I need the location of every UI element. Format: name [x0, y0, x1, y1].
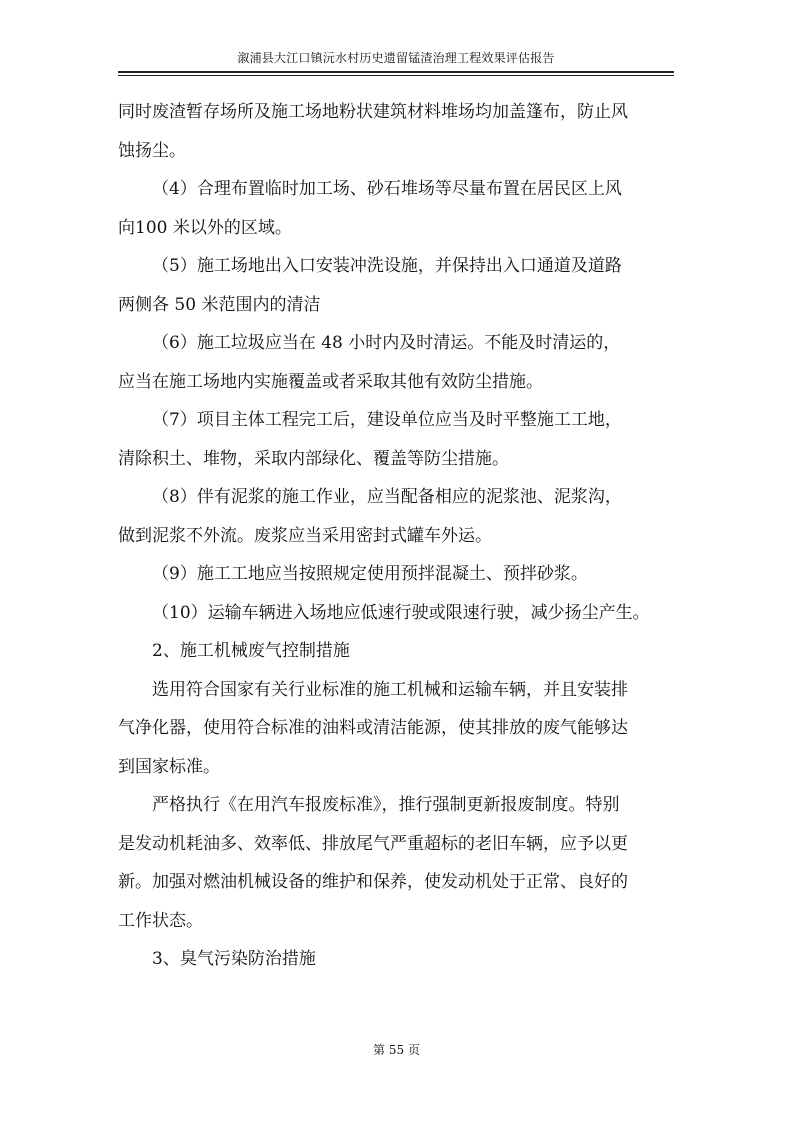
text-line: （7）项目主体工程完工后，建设单位应当及时平整施工工地， — [152, 410, 622, 430]
text-line: （5）施工场地出入口安装冲洗设施，并保持出入口通道及道路 — [152, 256, 622, 276]
text-line: 应当在施工场地内实施覆盖或者采取其他有效防尘措施。 — [118, 371, 543, 392]
text-line: 到国家标准。 — [118, 756, 220, 777]
text-line: 新。加强对燃油机械设备的维护和保养，使发动机处于正常、良好的 — [118, 872, 628, 892]
text-line: （4）合理布置临时加工场、砂石堆场等尽量布置在居民区上风 — [152, 179, 622, 199]
text-line: 同时废渣暂存场所及施工场地粉状建筑材料堆场均加盖篷布，防止风 — [118, 102, 628, 122]
text-line: 是发动机耗油多、效率低、排放尾气严重超标的老旧车辆，应予以更 — [118, 833, 628, 854]
text-line: （10）运输车辆进入场地应低速行驶或限速行驶，减少扬尘产生。 — [152, 602, 650, 623]
section-heading: 2、施工机械废气控制措施 — [152, 641, 350, 661]
text-line: 做到泥浆不外流。废浆应当采用密封式罐车外运。 — [118, 525, 492, 546]
page-number: 第 55 页 — [373, 1043, 420, 1057]
text-line: （6）施工垃圾应当在 48 小时内及时清运。不能及时清运的， — [152, 333, 621, 353]
text-line: 严格执行《在用汽车报废标准》，推行强制更新报废制度。特别 — [152, 795, 620, 815]
text-line: 工作状态。 — [118, 910, 203, 931]
text-line: 向100 米以外的区域。 — [118, 217, 292, 238]
header-rule-thin — [118, 75, 674, 76]
text-line: （8）伴有泥浆的施工作业，应当配备相应的泥浆池、泥浆沟， — [152, 487, 622, 507]
running-header: 溆浦县大江口镇沅水村历史遗留锰渣治理工程效果评估报告 — [237, 51, 555, 65]
section-heading: 3、臭气污染防治措施 — [152, 949, 316, 969]
body-text — [118, 93, 678, 979]
text-line: 选用符合国家有关行业标准的施工机械和运输车辆，并且安装排 — [152, 679, 628, 700]
text-line: 蚀扬尘。 — [118, 140, 186, 161]
header-rule-thick — [118, 71, 674, 73]
text-line: 两侧各 50 米范围内的清洁 — [118, 294, 321, 315]
text-line: （9）施工工地应当按照规定使用预拌混凝土、预拌砂浆。 — [152, 564, 588, 584]
text-line: 清除积土、堆物，采取内部绿化、覆盖等防尘措施。 — [118, 448, 509, 469]
text-line: 气净化器，使用符合标准的油料或清洁能源，使其排放的废气能够达 — [118, 718, 628, 738]
